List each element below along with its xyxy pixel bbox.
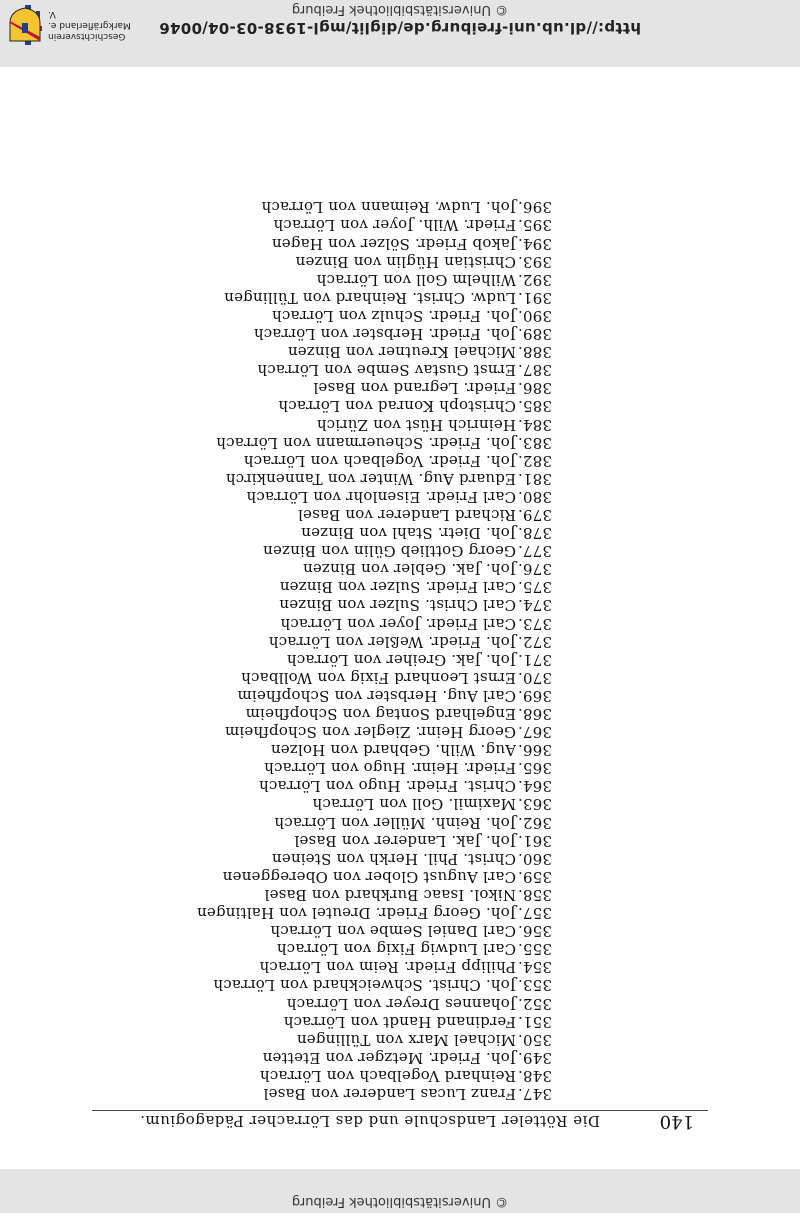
entry-number: 370. <box>517 668 552 687</box>
entry-number: 362. <box>517 813 552 832</box>
list-entry <box>52 379 552 397</box>
entry-name: Richard Landerer von Basel <box>297 506 516 524</box>
entry-number: 375. <box>517 578 552 597</box>
page-number: 140 <box>659 1111 694 1132</box>
list-entry <box>52 1049 552 1067</box>
entry-name: Engelhard Sontag von Schopfheim <box>245 705 516 724</box>
list-entry <box>52 777 552 795</box>
entry-name: Nikol. Isaac Burkhard von Basel <box>264 885 516 904</box>
entry-number: 353. <box>517 976 552 995</box>
entry-name: Carl Friedr. Eisenlohr von Lörrach <box>246 487 516 506</box>
list-entry <box>52 325 552 343</box>
entry-name: Franz Lucas Landerer von Basel <box>263 1085 516 1103</box>
list-entry <box>52 361 552 379</box>
entry-name: Carl Christ. Sulzer von Binzen <box>279 596 516 615</box>
entry-number: 390. <box>517 306 552 325</box>
entry-number: 354. <box>517 958 552 977</box>
list-entry <box>52 415 552 433</box>
entry-name: Joh. Christ. Schweickhard von Lörrach <box>213 976 516 995</box>
entry-number: 381. <box>517 469 552 488</box>
list-entry <box>52 271 552 289</box>
entry-number: 389. <box>517 325 552 344</box>
list-entry <box>52 633 552 651</box>
entry-name: Joh. Jak. Greiher von Lörrach <box>286 650 516 669</box>
list-entry <box>52 651 552 669</box>
entry-number: 350. <box>517 1030 552 1049</box>
entry-name: Carl August Glober von Obereggenen <box>222 867 516 886</box>
entry-name: Carl Friedr. Sulzer von Binzen <box>279 578 516 597</box>
entry-number: 356. <box>517 922 552 941</box>
entry-number: 349. <box>517 1048 552 1067</box>
list-entry <box>52 560 552 578</box>
entry-number: 379. <box>517 506 552 524</box>
entry-name: Michael Kreutner von Binzen <box>287 343 516 362</box>
list-entry <box>52 687 552 705</box>
entry-number: 360. <box>517 849 552 868</box>
entry-number: 367. <box>517 723 552 742</box>
header-rule <box>92 1110 708 1111</box>
entry-name: Joh. Jak. Landerer von Basel <box>294 831 516 850</box>
list-entry <box>52 397 552 415</box>
list-entry <box>52 723 552 741</box>
entry-name: Joh. Friedr. Weßler von Lörrach <box>268 632 516 651</box>
entry-number: 388. <box>517 343 552 362</box>
entry-number: 377. <box>517 542 552 561</box>
entry-number: 396. <box>517 198 552 217</box>
list-entry <box>52 741 552 759</box>
list-entry <box>52 506 552 524</box>
entry-name: Ludw. Christ. Reinhard von Tüllingen <box>224 288 516 307</box>
list-entry <box>52 904 552 922</box>
page-header <box>92 1110 708 1140</box>
list-entry <box>52 1085 552 1103</box>
entry-number: 368. <box>517 705 552 724</box>
list-entry <box>52 235 552 253</box>
copyright-text-faded: © Universitätsbibliothek Freiburg <box>291 1194 509 1209</box>
entry-number: 365. <box>517 759 552 778</box>
entry-number: 386. <box>517 379 552 398</box>
list-entry <box>52 524 552 542</box>
entry-name: Georg Heinr. Ziegler von Schopfheim <box>224 723 516 742</box>
list-entry <box>52 669 552 687</box>
entry-name: Carl Daniel Sembe von Lörrach <box>270 922 516 941</box>
society-name <box>48 8 140 41</box>
entry-name: Heinrich Hüst von Zürich <box>316 415 516 434</box>
list-entry <box>52 705 552 723</box>
entry-name: Joh. Friedr. Scheuermann von Lörrach <box>216 433 516 452</box>
society-coat-of-arms-icon <box>8 7 42 43</box>
entry-number: 352. <box>517 994 552 1013</box>
entry-number: 380. <box>517 487 552 506</box>
entry-number: 347. <box>517 1085 552 1103</box>
entry-number: 361. <box>517 831 552 850</box>
entry-name: Joh. Friedr. Vogelbach von Lörrach <box>243 451 516 470</box>
list-entry <box>52 850 552 868</box>
entry-name: Christoph Konrad von Lörrach <box>278 397 516 416</box>
entry-number: 387. <box>517 361 552 380</box>
entry-number: 391. <box>517 288 552 307</box>
list-entry <box>52 470 552 488</box>
entry-number: 364. <box>517 777 552 796</box>
list-entry <box>52 216 552 234</box>
list-entry <box>52 922 552 940</box>
entry-name: Philipp Friedr. Reim von Lörrach <box>259 958 516 977</box>
entry-name: Ernst Leonhard Fixig von Wollbach <box>241 668 516 687</box>
entry-name: Christ. Phil. Herkh von Steinen <box>271 849 516 868</box>
entry-number: 359. <box>517 867 552 886</box>
list-entry <box>52 1031 552 1049</box>
list-entry <box>52 434 552 452</box>
entry-name: Carl Friedr. Joyer von Lörrach <box>280 614 516 633</box>
entry-number: 376. <box>517 560 552 579</box>
entry-number: 393. <box>517 252 552 271</box>
list-entry <box>52 886 552 904</box>
entry-name: Maximil. Goll von Lörrach <box>312 795 516 814</box>
entry-name: Ferdinand Handt von Lörrach <box>283 1012 516 1031</box>
entry-name: Jakob Friedr. Sölzer von Hagen <box>271 234 516 253</box>
list-entry <box>52 994 552 1012</box>
list-entry <box>52 1013 552 1031</box>
entry-number: 363. <box>517 795 552 814</box>
list-entry <box>52 343 552 361</box>
entry-name: Joh. Ludw. Reimann von Lörrach <box>261 198 516 217</box>
entry-name: Carl Ludwig Fixig von Lörrach <box>276 940 516 959</box>
entry-number: 351. <box>517 1012 552 1031</box>
entry-number: 358. <box>517 885 552 904</box>
society-line-1: Geschichtsverein <box>48 31 126 41</box>
entry-name: Friedr. Wilh. Joyer von Lörrach <box>273 216 516 235</box>
list-entry <box>52 940 552 958</box>
list-entry <box>52 1067 552 1085</box>
list-entry <box>52 198 552 216</box>
list-entry <box>52 976 552 994</box>
entry-number: 394. <box>517 234 552 253</box>
list-entry <box>52 488 552 506</box>
list-entry <box>52 452 552 470</box>
entry-number: 357. <box>517 904 552 923</box>
entry-number: 371. <box>517 650 552 669</box>
entry-name: Georg Gottlieb Gülin von Binzen <box>262 542 516 561</box>
entry-name: Joh. Jak. Gebler von Binzen <box>302 560 516 579</box>
entry-name: Michael Marx von Tüllingen <box>296 1030 516 1049</box>
entry-name: Joh. Friedr. Metzger von Etetten <box>262 1048 516 1067</box>
copyright-text: © Universitätsbibliothek Freiburg <box>291 2 509 17</box>
running-head: Die Rötteler Landschule und das Lörracher Pädagogium. <box>139 1112 600 1130</box>
list-entry <box>52 307 552 325</box>
entry-name: Joh. Dietr. Stahl von Binzen <box>301 524 516 543</box>
entry-name: Carl Aug. Herbster von Schopfheim <box>237 686 516 705</box>
entry-name: Friedr. Heinr. Hugo von Lörrach <box>263 759 516 778</box>
entry-number: 372. <box>517 632 552 651</box>
entry-name: Joh. Friedr. Herbster von Lörrach <box>253 325 516 344</box>
entry-name: Joh. Georg Friedr. Dreutel von Haltingen <box>196 904 516 923</box>
list-entry <box>52 814 552 832</box>
entry-name: Christ. Friedr. Hugo von Lörrach <box>258 777 516 796</box>
entry-name: Ernst Gustav Sembe von Lörrach <box>257 361 516 380</box>
entry-number: 366. <box>517 741 552 760</box>
entry-number: 374. <box>517 596 552 615</box>
entry-number: 385. <box>517 397 552 416</box>
entry-number: 384. <box>517 415 552 434</box>
list-entry <box>52 832 552 850</box>
entry-number: 383. <box>517 433 552 452</box>
entry-number: 395. <box>517 216 552 235</box>
entry-name: Christian Hüglin von Binzen <box>295 252 516 271</box>
entry-number: 382. <box>517 451 552 470</box>
entry-name: Aug. Wilh. Gebhard von Holzen <box>270 741 516 760</box>
entry-name: Friedr. Legrand von Basel <box>313 379 516 398</box>
entry-name: Joh. Reinh. Müller von Lörrach <box>274 813 516 832</box>
entry-number: 392. <box>517 270 552 289</box>
entry-name: Wilhelm Goll von Lörrach <box>316 270 516 289</box>
entry-number: 373. <box>517 614 552 633</box>
list-entry <box>52 795 552 813</box>
list-entry <box>52 759 552 777</box>
list-entry <box>52 578 552 596</box>
entry-name: Eduard Aug. Winter von Tannenkirch <box>225 469 516 488</box>
entry-number: 369. <box>517 686 552 705</box>
list-entry <box>52 596 552 614</box>
list-entry <box>52 289 552 307</box>
list-entry <box>52 958 552 976</box>
entry-number: 378. <box>517 524 552 543</box>
permalink-url[interactable]: http://dl.ub.uni-freiburg.de/diglit/mgl-1938-03-04/0046 <box>159 19 641 37</box>
student-list <box>52 198 552 1103</box>
entry-number: 355. <box>517 940 552 959</box>
list-entry <box>52 253 552 271</box>
viewer-footer-bar <box>0 1169 800 1213</box>
entry-name: Joh. Friedr. Schulz von Lörrach <box>271 306 516 325</box>
entry-name: Reinhard Vogelbach von Lörrach <box>259 1066 516 1085</box>
entry-number: 348. <box>517 1066 552 1085</box>
society-line-2: Markgräflerland e. V. <box>48 9 131 30</box>
list-entry <box>52 614 552 632</box>
list-entry <box>52 868 552 886</box>
list-entry <box>52 542 552 560</box>
entry-name: Johannes Dreyer von Lörrach <box>286 994 516 1013</box>
